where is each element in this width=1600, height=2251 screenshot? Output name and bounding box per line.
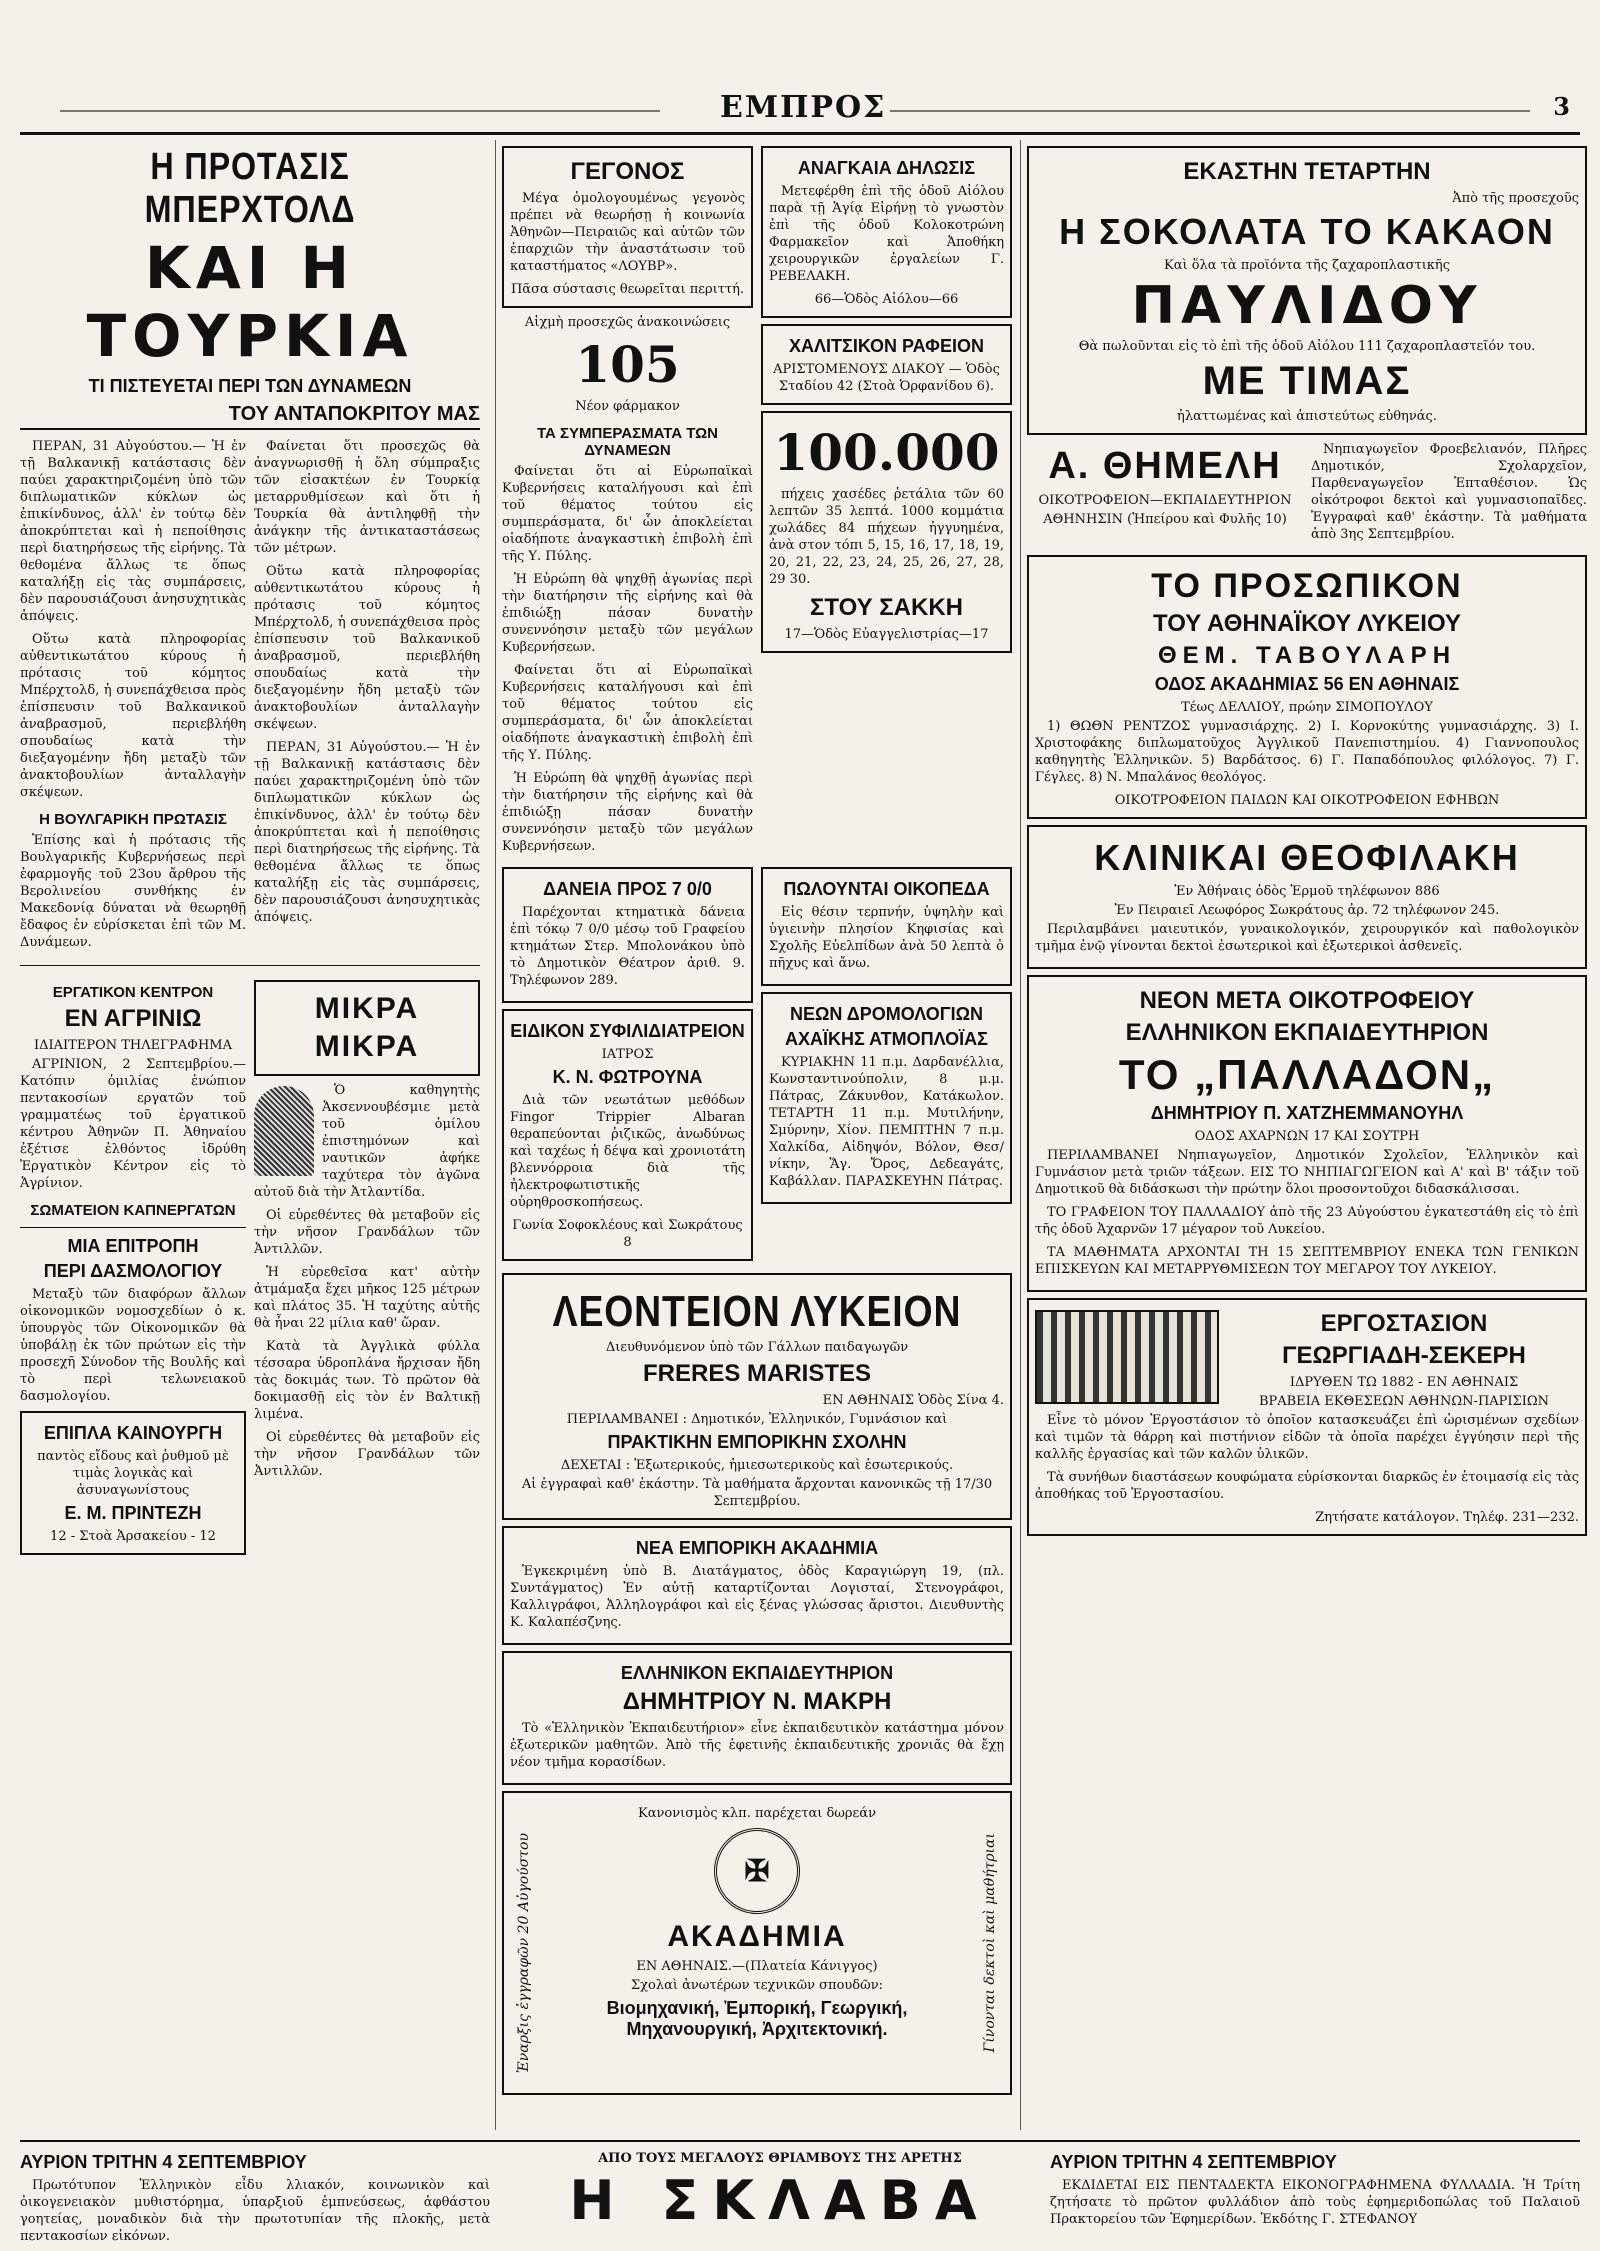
factory-building-illustration: [1035, 1310, 1219, 1404]
number-100000: 100.000: [773, 423, 1000, 482]
ad-products: Καὶ ὅλα τὰ προϊόντα τῆς ζαχαροπλαστικῆς: [1163, 258, 1450, 273]
headline-turkey: ΚΑΙ Η ΤΟΥΡΚΙΑ: [86, 234, 414, 370]
bottom-center-title: Η ΣΚΛΑΒΑ: [569, 2169, 991, 2232]
subhead-powers: ΤΙ ΠΙΣΤΕΥΕΤΑΙ ΠΕΡΙ ΤΩΝ ΔΥΝΑΜΕΩΝ: [88, 376, 412, 396]
ad-title: ΔΑΝΕΙΑ ΠΡΟΣ 7 0/0: [543, 879, 712, 899]
bottom-center-ad: [520, 2148, 1040, 2232]
ad-makri: [502, 1651, 1012, 1785]
article-paragraph: Ἡ Εὐρώπη θὰ ψηχθῇ ἀγωνίας περὶ τὴν διατήρησιν τῆς εἰρήνης καὶ θὰ ἐπιδιώξῃ πάσαν δυνατὴν συνεννόησιν μεταξὺ τῶν μεγάλων Κυβερνήσεων.: [502, 771, 753, 854]
ad-title: ΝΕΩΝ ΔΡΟΜΟΛΟΓΙΩΝ: [790, 1004, 983, 1024]
ad-tailor: [761, 324, 1012, 405]
thimeli-text: Νηπιαγωγεῖον Φροεβελιανόν, Πλῆρες Δημοτικόν, Σχολαρχεῖον, Παρθεναγωγεῖον Ἐπταθέσιον. Ὡς οἰκότροφοι δεκτοὶ καὶ γυμνασιοπαῖδες. Ἐγγραφαὶ καθ' ἑκάστην. Τὰ μαθήματα ἀπὸ 3ης Σεπτεμβρίου.: [1311, 442, 1587, 542]
ad-title: ΑΝΑΓΚΑΙΑ ΔΗΛΩΣΙΣ: [797, 158, 976, 178]
article-paragraph: Ὁ καθηγητὴς Ἀκσεννουβέσμιε μετὰ τοῦ ὁμίλου ἐπιστημόνων καὶ ναυτικῶν ἀφήκε ταχύτερα τὸν ἀγῶνα αὐτοῦ διὰ τὴν Ἀτλαντίδα.: [254, 1083, 480, 1200]
academy-side-note-right: Γίνονται δεκτοὶ καὶ μαθήτριαι: [982, 1833, 998, 2053]
section-heading: ΤΑ ΣΥΜΠΕΡΑΣΜΑΤΑ ΤΩΝ ΔΥΝΑΜΕΩΝ: [537, 425, 718, 459]
louvre-note: Πᾶσα σύστασις θεωρεῖται περιττή.: [510, 282, 745, 297]
leonteion-includes: ΠΕΡΙΛΑΜΒΑΝΕΙ : Δημοτικόν, Ἑλληνικόν, Γυμνάσιον καὶ: [566, 1412, 948, 1427]
palladion-address: ΟΔΟΣ ΑΧΑΡΝΩΝ 17 ΚΑΙ ΣΟΥΤΡΗ: [1194, 1129, 1420, 1144]
bottom-right-text: ΕΚΔΙΔΕΤΑΙ ΕΙΣ ΠΕΝΤΑΔΕΚΤΑ ΕΙΚΟΝΟΓΡΑΦΗΜΕΝΑ ΦΥΛΛΑΔΙΑ. Ἡ Τρίτη ζητήσατε τὸ πρῶτον φυλλάδιον ἀπὸ τοὺς ἐφημεριδοπώλας τοῦ Παλαιοῦ Πρακτορείου τῶν Ἐφημερίδων. Ἐκδότης Γ. ΣΤΕΦΑΝΟΥ: [1050, 2178, 1580, 2227]
ad-name: Κ. Ν. ΦΩΤΡΟΥΝΑ: [552, 1067, 703, 1087]
lyceum-staff-list: 1) ΘΩΘΝ ΡΕΝΤΖΟΣ γυμνασιάρχης. 2) Ι. Κορνοκύτης γυμνασιάρχης. 3) Ι. Χριστοφάκης διπλωματοῦχος Ἀγγλικοῦ Πανεπιστημίου. 4) Γιαννοπουλος καθηγητὴς Ἑλληνικῶν. 5) Βαρδάτσος. 6) Γ. Παπαδόπουλος φιλόλογος. 7) Γ. Γέγλες. 8) Ν. Μπαλάνος θεολόγος.: [1035, 719, 1579, 785]
bottom-right-ad: [1050, 2148, 1580, 2234]
ad-header: ΕΚΑΣΤΗΝ ΤΕΤΑΡΤΗΝ: [1183, 158, 1431, 185]
article-body: [20, 438, 480, 957]
ad-furniture: [20, 1411, 246, 1555]
ad-leonteion: [502, 1273, 1012, 1520]
ad-declaration: [761, 146, 1012, 318]
article-paragraph: Μεταξὺ τῶν διαφόρων ἄλλων οἰκονομικῶν νομοσχεδίων ὁ κ. ὑπουργὸς τῶν Οἰκονομικῶν θὰ ὑποβάλῃ ἐκ τῶν πρώτων εἰς τὴν προσεχῆ Σύνοδον τῆς Βουλῆς καὶ τὸ περὶ τελωνειακοῦ δασμολογίου.: [20, 1287, 246, 1404]
ad-text: Διὰ τῶν νεωτάτων μεθόδων Fingor Trippier Albaran θεραπεύονται ῥιζικῶς, ἀνωδύνως καὶ ταχέως ἡ δέψα καὶ χρονιοτάτη βλεννόρροια διὰ τῆς ἠλεκτροφωτιστικῆς οὐρηθροσκοπήσεως.: [510, 1093, 745, 1210]
palladion-title: ΤΟ „ΠΑΛΛΑΔΟΝ„: [1118, 1051, 1496, 1098]
palladion-text-3: ΤΑ ΜΑΘΗΜΑΤΑ ΑΡΧΟΝΤΑΙ ΤΗ 15 ΣΕΠΤΕΜΒΡΙΟΥ ΕΝΕΚΑ ΤΩΝ ΓΕΝΙΚΩΝ ΕΠΙΣΚΕΥΩΝ ΚΑΙ ΜΕΤΑΡΡΥΘΜΙΣΕΩΝ ΤΟΥ ΜΕΓΑΡΟΥ ΤΟΥ ΛΥΚΕΙΟΥ.: [1035, 1245, 1579, 1277]
academy-side-note-left: Ἐναρξις ἐγγραφῶν 20 Αὐγούστου: [516, 1833, 532, 2074]
ad-text: Εἰς θέσιν τερπνήν, ὑψηλὴν καὶ ὑγιεινὴν πλησίον Κηφισίας καὶ Σχολῆς Εὐελπίδων ἀνὰ 50 λεπτὰ ὁ πῆχυς καὶ ἄνω.: [769, 905, 1004, 971]
lyceum-former: Τέως ΔΕΛΛΙΟΥ, πρώην ΣΙΜΟΠΟΥΛΟΥ: [1181, 700, 1433, 715]
academy-title: ΑΚΑΔΗΜΙΑ: [667, 1920, 847, 1953]
ad-lyceum-staff: [1027, 555, 1587, 819]
ad-title: ΠΩΛΟΥΝΤΑΙ ΟΙΚΟΠΕΔΑ: [783, 879, 990, 899]
hunter-illustration: [254, 1086, 314, 1176]
ad-address: 17—Ὁδὸς Εὐαγγελιστρίας—17: [784, 627, 989, 642]
section-title-committee: ΜΙΑ ΕΠΙΤΡΟΠΗ: [67, 1236, 199, 1256]
ad-text: Τὸ «Ἑλληνικὸν Ἐκπαιδευτήριον» εἶνε ἐκπαιδευτικὸν κατάστημα μόνον ἐξωτερικῶν μαθητῶν. Ἀπὸ τῆς ἐφετινῆς ἐκπαιδευτικῆς χρονιᾶς θὰ ἔχῃ νέον τμῆμα κορασίδων.: [510, 1721, 1004, 1770]
academy-note: Κανονισμὸς κλπ. παρέχεται δωρεάν: [638, 1806, 876, 1821]
section-heading: ΕΡΓΑΤΙΚΟΝ ΚΕΝΤΡΟΝ: [52, 984, 214, 1001]
factory-founded: ΙΔΡΥΘΕΝ ΤΩ 1882 - ΕΝ ΑΘΗΝΑΙΣ: [1289, 1375, 1519, 1390]
ad-text: παντὸς εἴδους καὶ ῥυθμοῦ μὲ τιμὰς λογικὰς καὶ ἀσυναγωνίστους: [37, 1449, 229, 1498]
masthead-rule-left: [60, 110, 660, 112]
leonteion-address: ΕΝ ΑΘΗΝΑΙΣ Ὁδὸς Σίνα 4.: [822, 1393, 1004, 1408]
ad-name: ΣΤΟΥ ΣΑΚΚΗ: [809, 594, 964, 621]
ad-clinic: [502, 1009, 753, 1261]
ad-title: ΕΛΛΗΝΙΚΟΝ ΕΚΠΑΙΔΕΥΤΗΡΙΟΝ: [620, 1663, 894, 1683]
lyceum-director: ΘΕΜ. ΤΑΒΟΥΛΑΡΗ: [1157, 642, 1457, 669]
lyceum-boarding: ΟΙΚΟΤΡΟΦΕΙΟΝ ΠΑΙΔΩΝ ΚΑΙ ΟΙΚΟΤΡΟΦΕΙΟΝ ΕΦΗΒΩΝ: [1114, 793, 1500, 808]
ad-address: Γωνία Σοφοκλέους καὶ Σωκράτους 8: [512, 1218, 743, 1250]
palladion-text: ΠΕΡΙΛΑΜΒΑΝΕΙ Νηπιαγωγεῖον, Δημοτικόν Σχολεῖον, Ἑλληνικὸν καὶ Γυμνάσιον μετὰ τριῶν τάξεων. ΕΙΣ ΤΟ ΝΗΠΙΑΓΩΓΕΙΟΝ καὶ Α' καὶ Β' τάξιν τοῦ Δημοτικοῦ θὰ διδάσκωσι τὴν πρώτην ὅλοι προσοντοῦχοι διδασκάλισσαι.: [1035, 1148, 1579, 1197]
section-heading: Η ΒΟΥΛΓΑΡΙΚΗ ΠΡΩΤΑΣΙΣ: [39, 811, 227, 828]
neon-label: Νέον φάρμακον: [575, 399, 680, 414]
section-title-tariff: ΠΕΡΙ ΔΑΣΜΟΛΟΓΙΟΥ: [43, 1261, 223, 1281]
ad-name: ΑΧΑΪΚΗΣ ΑΤΜΟΠΛΟΪΑΣ: [785, 1029, 988, 1049]
ad-chocolate: [1027, 146, 1587, 435]
article-paragraph: ΠΕΡΑΝ, 31 Αὐγούστου.— Ἡ ἐν τῇ Βαλκανικῇ κατάστασις δὲν παύει χαρακτηριζομένη ὑπὸ τῶν διπλωματικῶν κύκλων ὡς ἐπικίνδυνος, ἀλλ' ἐν τούτῳ δὲν ἀποκρύπτεται καὶ ἡ πεποίθησις περὶ διατηρήσεως τῆς εἰρήνης. Τὰ θεθομένα ἄλλως τε ὅπως καταλήξῃ εἰς τὰς συμπάρσεις, δὲν παρουσιάζουσι ἀνησυχητικὰς ἀπόψεις.: [254, 740, 480, 925]
academy-emblem-icon: ✠: [714, 1828, 800, 1914]
article-paragraph: ΑΓΡΙΝΙΟΝ, 2 Σεπτεμβρίου.—Κατόπιν ὁμιλίας ἐνώπιον πεντακοσίων εργατῶν τοῦ γραμματέως τοῦ ἐργατικοῦ κέντρου Ἀθηνῶν Π. Ἀθηναίου ἐξέτισε ἐλθόντος ἱδρύθη Ἐργατικὸν Κέντρον εἰς τὸ Ἀγρίνιον.: [20, 1057, 246, 1191]
headline-proposal: Η ΠΡΟΤΑΣΙΣ ΜΠΕΡΧΤΟΛΔ: [144, 146, 356, 231]
thimeli-row: [1027, 441, 1587, 549]
ad-plots: [761, 867, 1012, 986]
ad-commercial-academy: [502, 1526, 1012, 1645]
ad-title: ΕΙΔΙΚΟΝ ΣΥΦΙΛΙΔΙΑΤΡΕΙΟΝ: [510, 1021, 745, 1041]
clinics-text: Περιλαμβάνει μαιευτικόν, γυναικολογικόν, χειρουργικόν καὶ παθολογικὸν τμῆμα ἐνῷ γίνονται δεκτοὶ ἐσωτερικοὶ καὶ ἐξωτερικοὶ ἀσθενεῖς.: [1035, 922, 1579, 954]
ad-title: ΝΕΑ ΕΜΠΟΡΙΚΗ ΑΚΑΔΗΜΙΑ: [635, 1538, 879, 1558]
mikra-title: ΜΙΚΡΑ: [314, 992, 420, 1025]
clinics-title: ΚΛΙΝΙΚΑΙ ΘΕΟΦΙΛΑΚΗ: [1094, 837, 1520, 878]
article-paragraph: Οὕτω κατὰ πληροφορίας αὐθεντικωτάτου κύρους ἡ πρότασις τοῦ κόμητος Μπέρχτολδ, ἡ συνεπάχθεισα πρὸς ἐπίσπευσιν τοῦ Βαλκανικοῦ ἀναβρασμοῦ, περιεβλήθη σπουδαίως κατὰ τὴν διεξαγομένην ἤδη μεταξὺ τῶν ἀνακτοβουλίων ἀνταλλαγὴν σκέψεων.: [20, 632, 246, 800]
article-paragraph: ΠΕΡΑΝ, 31 Αὐγούστου.— Ἡ ἐν τῇ Βαλκανικῇ κατάστασις δὲν παύει χαρακτηριζομένη ὑπὸ τῶν διπλωματικῶν κύκλων ὡς ἐπικίνδυνος, ἀλλ' ἐν τούτῳ δὲν ἀποκρύπτεται καὶ ἡ πεποίθησις περὶ διατηρήσεως τῆς εἰρήνης. Τὰ θεθομένα ἄλλως τε ὅπως καταλήξῃ εἰς τὰς συμπάρσεις, δὲν παρουσιάζουσι ἀνησυχητικὰς ἀπόψεις.: [20, 439, 246, 624]
ad-text: Παρέχονται κτηματικὰ δάνεια ἐπὶ τόκῳ 7 0/0 μέσῳ τοῦ Γραφείου κτημάτων Στερ. Μπολονάκου ὑπὸ τὸ Δημοτικὸν Θέατρον ἀριθ. 9. Τηλέφωνον 289.: [510, 905, 745, 988]
telegram-label: ΙΔΙΑΙΤΕΡΟΝ ΤΗΛΕΓΡΑΦΗΜΑ: [34, 1038, 232, 1053]
gegonos-box: [502, 146, 753, 308]
ad-text: πήχεις χασέδες ῥετάλια τῶν 60 λεπτῶν 35 λεπτά. 1000 κομμάτια χωλάδες 84 πήχεων ἠγγυημένα, ἀνὰ στον τόπι 5, 15, 16, 17, 18, 19, 20, 21, 22, 23, 24, 25, 26, 27, 28, 29 30.: [769, 487, 1004, 587]
academy-address: ΕΝ ΑΘΗΝΑΙΣ.—(Πλατεία Κάνιγγος): [636, 1959, 878, 1974]
column-left: [20, 140, 480, 2130]
bottom-right-title: ΑΥΡΙΟΝ ΤΡΙΤΗΝ 4 ΣΕΠΤΕΜΒΡΙΟΥ: [1050, 2152, 1337, 2172]
ad-text: ἠλαττωμένας καὶ ἀπιστεύτως εὐθηνάς.: [1177, 409, 1437, 424]
aixmi-note: Αἰχμὴ προσεχῶς ἀνακοινώσεις: [524, 315, 731, 330]
article-paragraph: Οὕτω κατὰ πληροφορίας αὐθεντικωτάτου κύρους ἡ πρότασις τοῦ κόμητος Μπέρχτολδ, ἡ συνεπάχθεισα πρὸς ἐπίσπευσιν τοῦ Βαλκανικοῦ ἀναβρασμοῦ, περιεβλήθη σπουδαίως κατὰ τὴν διεξαγομένην ἤδη μεταξὺ τῶν ἀνακτοβουλίων ἀνταλλαγὴν σκέψεων.: [254, 564, 480, 732]
palladion-school: ΕΛΛΗΝΙΚΟΝ ΕΚΠΑΙΔΕΥΤΗΡΙΟΝ: [1125, 1019, 1489, 1046]
leonteion-commercial: ΠΡΑΚΤΙΚΗΝ ΕΜΠΟΡΙΚΗΝ ΣΧΟΛΗΝ: [607, 1432, 907, 1452]
article-paragraph: Φαίνεται ὅτι αἱ Εὐρωπαϊκαὶ Κυβερνήσεις καταλήγουσι καὶ ἐπὶ τοῦ θέματος τούτου εἰς συμπεράσματα, δι' ὧν ἀποκλείεται οἱαδήποτε ἀναγκαστικὴ ἐπιβολὴ ἐπὶ τῆς Υ. Πύλης.: [502, 464, 753, 564]
thimeli-title: Α. ΘΗΜΕΛΗ: [1048, 445, 1282, 487]
article-paragraph: Φαίνεται ὅτι αἱ Εὐρωπαϊκαὶ Κυβερνήσεις καταλήγουσι καὶ ἐπὶ τοῦ θέματος τούτου εἰς συμπεράσματα, δι' ὧν ἀποκλείεται οἱαδήποτε ἀναγκαστικὴ ἐπιβολὴ ἐπὶ τῆς Υ. Πύλης.: [502, 663, 753, 763]
ad-text: Ἐγκεκριμένη ὑπὸ Β. Διατάγματος, ὁδὸς Καραγιώργη 19, (πλ. Συντάγματος) Ἐν αὐτῇ καταρτίζονται Λογισταί, Στενογράφοι, Καλλιγράφοι, Ἀλληλογράφοι καὶ εἰς ξένας γλώσσας ἄριστοι. Διευθυντὴς Κ. Καλαπέσζνης.: [510, 1564, 1004, 1630]
middle-top: [502, 140, 1012, 861]
leonteion-title: ΛΕΟΝΤΕΙΟΝ ΛΥΚΕΙΟΝ: [552, 1287, 962, 1336]
academy-schools: Σχολαὶ ἀνωτέρων τεχνικῶν σπουδῶν:: [630, 1978, 884, 1993]
lyceum-address: ΟΔΟΣ ΑΚΑΔΗΜΙΑΣ 56 ΕΝ ΑΘΗΝΑΙΣ: [1154, 674, 1460, 694]
bottom-left-ad: [20, 2148, 490, 2251]
masthead: [20, 88, 1580, 135]
article-paragraph: Μέγα ὁμολογουμένως γεγονὸς πρέπει νὰ θεωρήσῃ ἡ κοινωνία Ἀθηνῶν—Πειραιῶς καὶ αὐτῶν τῶν ἐπαρχιῶν τὴν ἀναστάτωσιν τοῦ καταστήματος «ΛΟΥΒΡ».: [510, 191, 745, 274]
ad-fabrics: [761, 411, 1012, 653]
factory-awards: ΒΡΑΒΕΙΑ ΕΚΘΕΣΕΩΝ ΑΘΗΝΩΝ-ΠΑΡΙΣΙΩΝ: [1258, 1394, 1550, 1409]
lower-left-section: [20, 974, 480, 1561]
section-title-agrinio: ΕΝ ΑΓΡΙΝΙΩ: [64, 1005, 202, 1032]
staff-title: ΤΟ ΠΡΟΣΩΠΙΚΟΝ: [1151, 567, 1463, 605]
bottom-center-sub: ΑΠΟ ΤΟΥΣ ΜΕΓΑΛΟΥΣ ΘΡΙΑΜΒΟΥΣ ΤΗΣ ΑΡΕΤΗΣ: [598, 2151, 962, 2166]
factory-text: Εἶνε τὸ μόνον Ἐργοστάσιον τὸ ὁποῖον κατασκευάζει ἐπὶ ὡρισμένων σχεδίων καὶ τιμῶν τὰ θάρρη καὶ πιστήνιον εἰδῶν τὰ ὁποῖα παρέχει ἐγγύησιν περὶ τῆς καλλῆς ἐργασίας καὶ τῶν καλῶν ὑλικῶν.: [1035, 1413, 1579, 1462]
factory-title: ΕΡΓΟΣΤΑΣΙΟΝ: [1320, 1310, 1488, 1337]
factory-text-2: Τὰ συνήθων διαστάσεων κουφώματα εὑρίσκονται διαρκῶς ἐν ἑτοιμασίᾳ εἰς τὰς ἀποθήκας τοῦ Ἐργοστασίου.: [1035, 1470, 1579, 1502]
ad-name: ΔΗΜΗΤΡΙΟΥ Ν. ΜΑΚΡΗ: [622, 1688, 892, 1715]
article-paragraph: Ἡ Εὐρώπη θὰ ψηχθῇ ἀγωνίας περὶ τὴν διατήρησιν τῆς εἰρήνης καὶ θὰ ἐπιδιώξῃ πάσαν δυνατὴν συνεννόησιν μεταξὺ τῶν μεγάλων Κυβερνήσεων.: [502, 572, 753, 655]
bottom-left-text: Πρωτότυπον Ἑλληνικὸν εἶδυ λλιακόν, κοινωνικὸν καὶ ὀικογενειακὸν μυθιστόρημα, ὑπαρξιοῦ ἐμπνεύσεως, ἀφθάστου γοητείας, μοναδικὸν διὰ τὴν πρωτοτυπίαν τῆς πλοκῆς, μετὰ πεντακοσίων εἰκόνων.: [20, 2178, 490, 2244]
bottom-left-title: ΑΥΡΙΟΝ ΤΡΙΤΗΝ 4 ΣΕΠΤΕΜΒΡΙΟΥ: [20, 2152, 307, 2172]
lyceum-name: ΤΟΥ ΑΘΗΝΑΪΚΟΥ ΛΥΚΕΙΟΥ: [1153, 610, 1461, 637]
page-number: 3: [1553, 92, 1570, 121]
bottom-strip: [20, 2140, 1580, 2244]
mikra-box: [254, 980, 480, 1076]
ad-text: ΑΡΙΣΤΟΜΕΝΟΥΣ ΔΙΑΚΟΥ — Ὁδὸς Σταδίου 42 (Στοὰ Ὀρφανίδου 6).: [773, 362, 1000, 394]
factory-name: ΓΕΩΡΓΙΑΔΗ-ΣΕΚΕΡΗ: [1282, 1342, 1526, 1369]
thimeli-address: ΑΘΗΝΗΣΙΝ (Ἡπείρου καὶ Φυλῆς 10): [1043, 512, 1287, 527]
freres-maristes: FRERES MARISTES: [642, 1360, 872, 1387]
divider: [20, 1227, 246, 1228]
ad-clinics: [1027, 825, 1587, 969]
ad-title: ΕΠΙΠΛΑ ΚΑΙΝΟΥΡΓΗ: [43, 1423, 223, 1443]
ad-palladion: [1027, 975, 1587, 1292]
palladion-director: ΔΗΜΗΤΡΙΟΥ Π. ΧΑΤΖΗΕΜΜΑΝΟΥΗΛ: [1150, 1103, 1464, 1123]
academy-list: Βιομηχανική, Ἐμπορική, Γεωργική, Μηχανουργική, Ἀρχιτεκτονική.: [606, 1998, 908, 2039]
clinics-athens: Ἐν Ἀθήναις ὁδὸς Ἑρμοῦ τηλέφωνον 886: [1174, 884, 1440, 899]
ad-brand: ΠΑΥΛΙΔΟΥ: [1131, 276, 1483, 336]
ad-text: ΚΥΡΙΑΚΗΝ 11 π.μ. Δαρδανέλλια, Κωνσταντινούπολιν, 8 μ.μ. Πάτρας, Ζάκυνθον, Κατάκωλον. ΤΕΤΑΡΤΗ 11 π.μ. Μυτιλήνην, Σμύρνην, Χίον. ΠΕΜΠΤΗΝ 7 π.μ. Χαλκίδα, Αἰδηψόν, Βόλον, Θεσ/νίκην, Ἅγ. Ὄρος, Δεδεαγάτς, Καβάλλαν. ΠΑΡΑΣΚΕΥΗΝ Πάτρας.: [769, 1055, 1004, 1189]
factory-phone: Ζητήσατε κατάλογον. Τηλέφ. 231—232.: [1315, 1510, 1579, 1525]
divider: [20, 965, 480, 966]
ad-from: Ἀπὸ τῆς προσεχοῦς: [1452, 191, 1579, 206]
article-paragraph: Ἡ εὑρεθεῖσα κατ' αὐτὴν ἀτμάμαξα ἔχει μῆκος 125 μέτρων καὶ πλάτος 35. Ἡ ταχύτης αὐτῆς θὰ ἦναι 22 μίλια καθ' ὥραν.: [254, 1265, 480, 1331]
ad-label: ΙΑΤΡΟΣ: [601, 1047, 654, 1062]
ad-prices-title: ΜΕ ΤΙΜΑΣ: [1202, 359, 1412, 403]
palladion-text-2: ΤΟ ΓΡΑΦΕΙΟΝ ΤΟΥ ΠΑΛΛΑΔΙΟΥ ἀπὸ τῆς 23 Αὐγούστου ἐγκατεστάθη εἰς τὸ ἐπὶ τῆς ὁδοῦ Ἀχαρνῶν 17 μέγαρον τοῦ Λυκείου.: [1035, 1205, 1579, 1237]
byline: ΤΟΥ ΑΝΤΑΠΟΚΡΙΤΟΥ ΜΑΣ: [20, 403, 480, 430]
leonteion-enrollment: Αἱ ἐγγραφαὶ καθ' ἑκάστην. Τὰ μαθήματα ἄρχονται κανονικῶς τῇ 17/30 Σεπτεμβρίου.: [521, 1477, 993, 1509]
column-middle: [495, 140, 1012, 2130]
ad-shipping: [761, 992, 1012, 1204]
article-paragraph: Κατὰ τὰ Ἀγγλικὰ φύλλα τέσσαρα ὑδροπλάνα ἤρχισαν ἤδη τὰς δοκιμάς των. Τὸ πρῶτον θὰ δοκιμασθῇ εἰς τὸν ἐν Βαλτικῇ λιμένα.: [254, 1339, 480, 1422]
ad-address: 12 - Στοὰ Ἀρσακείου - 12: [50, 1529, 216, 1544]
leonteion-sub: Διευθυνόμενον ὑπὸ τῶν Γάλλων παιδαγωγῶν: [605, 1340, 909, 1355]
ad-academy: [502, 1791, 1012, 2095]
palladion-new: ΝΕΟΝ ΜΕΤΑ ΟΙΚΟΤΡΟΦΕΙΟΥ: [1139, 987, 1475, 1014]
number-105: 105: [575, 335, 680, 394]
ad-chocolate-title: Η ΣΟΚΟΛΑΤΑ ΤΟ ΚΑΚΑΟΝ: [1059, 211, 1555, 252]
ad-loans: [502, 867, 753, 1003]
ad-address: 66—Ὁδὸς Αἰόλου—66: [814, 292, 959, 307]
article-paragraph: Φαίνεται ὅτι προσεχῶς θὰ ἀναγνωρισθῇ ἡ ὅλη σύμπραξις τῶν εἰσακτέων ἐν Τουρκίᾳ μεταρρυθμίσεων καὶ ὅτι ἡ Τουρκία θὰ ἀντιληφθῇ τὴν ἀνάγκην τῆς ἀντικαταστάσεως τῶν μέτρων.: [254, 439, 480, 556]
column-right: [1020, 140, 1587, 2130]
mikra-title-2: ΜΙΚΡΑ: [314, 1030, 420, 1063]
clinics-piraeus: Ἐν Πειραιεῖ Λεωφόρος Σωκράτους ἀρ. 72 τηλέφωνον 245.: [1114, 903, 1500, 918]
thimeli-sub: ΟΙΚΟΤΡΟΦΕΙΟΝ—ΕΚΠΑΙΔΕΥΤΗΡΙΟΝ: [1038, 493, 1292, 508]
ad-factory: [1027, 1298, 1587, 1536]
article-paragraph: Οἱ εὑρεθέντες θὰ μεταβοῦν εἰς τὴν νῆσον Γρανδάλων τῶν Ἀντιλλῶν.: [254, 1208, 480, 1257]
article-paragraph: Οἱ εὑρεθέντες θὰ μεταβοῦν εἰς τὴν νῆσον Γρανδάλων τῶν Ἀντιλλῶν.: [254, 1430, 480, 1479]
middle-second: [502, 861, 1012, 1267]
ad-text: Μετεφέρθη ἐπὶ τῆς ὁδοῦ Αἰόλου παρὰ τῇ Ἁγίᾳ Εἰρήνῃ τὸ γνωστὸν ἐπὶ τῆς ὁδοῦ Κολοκοτρώνη Φαρμακεῖον καὶ Ἀποθήκη χειρουργικῶν ἐργαλείων Γ. ΡΕΒΕΛΑΚΗ.: [769, 184, 1004, 284]
masthead-rule-right: [890, 110, 1530, 112]
leonteion-accepts: ΔΕΧΕΤΑΙ : Ἐξωτερικούς, ἡμιεσωτερικοὺς καὶ ἐσωτερικούς.: [560, 1458, 954, 1473]
gegonos-title: ΓΕΓΟΝΟΣ: [570, 158, 685, 185]
ad-text: Θὰ πωλοῦνται εἰς τὸ ἐπὶ τῆς ὁδοῦ Αἰόλου 111 ζαχαροπλαστεῖόν του.: [1078, 339, 1536, 354]
section-heading: ΣΩΜΑΤΕΙΟΝ ΚΑΠΝΕΡΓΑΤΩΝ: [30, 1202, 236, 1219]
ad-name: Ε. Μ. ΠΡΙΝΤΕΖΗ: [64, 1503, 202, 1523]
newspaper-name: ΕΜΠΡΟΣ: [720, 90, 887, 125]
ad-title: ΧΑΛΙΤΣΙΚΟΝ ΡΑΦΕΙΟΝ: [789, 336, 984, 356]
article-paragraph: Ἐπίσης καὶ ἡ πρότασις τῆς Βουλγαρικῆς Κυβερνήσεως περὶ ἐφαρμογῆς τοῦ 23ου ἄρθρου τῆς Βερολινείου συνθήκης ἐν Μακεδονίᾳ δύναται νὰ θεωρηθῇ ἔδαφος ἐν εὐρίσκεται ἐπὶ τῶν Μ. Δυνάμεων.: [20, 833, 246, 950]
